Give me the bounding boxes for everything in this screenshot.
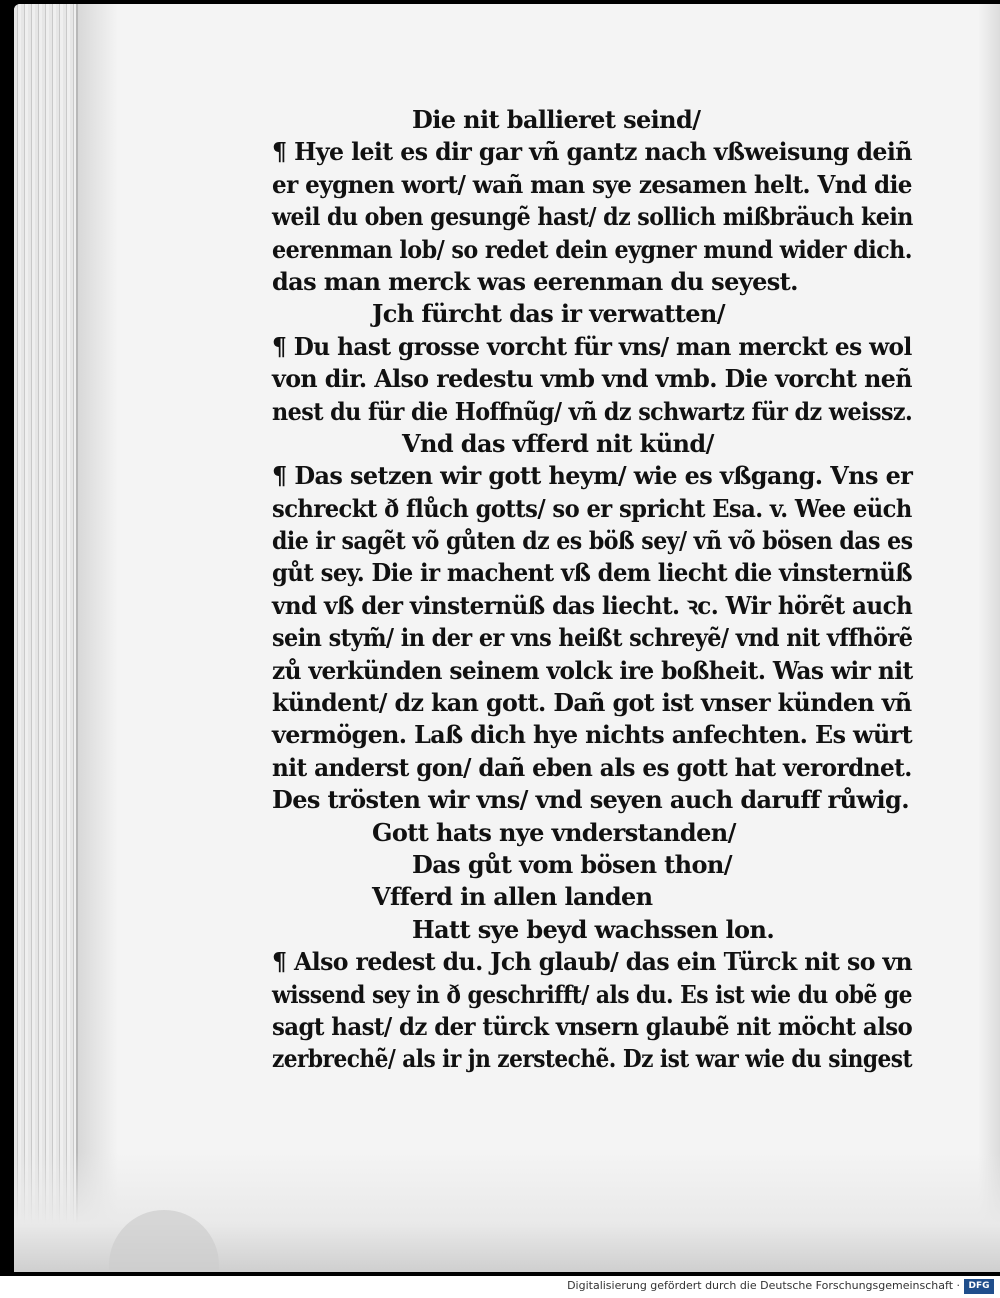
funding-credit: Digitalisierung gefördert durch die Deutsche Forschungsgemeinschaft · bbox=[567, 1279, 960, 1292]
text-line: wissend sey in ð geschrifft/ als du. Es ist wie du obẽ ge bbox=[272, 979, 912, 1009]
text-line: Vnd das vfferd nit künd/ bbox=[402, 428, 714, 458]
verse-line: Vfferd in allen landen bbox=[372, 882, 653, 912]
verse-line: Das gůt vom bösen thon/ bbox=[412, 849, 732, 879]
text-line: Die nit ballieret seind/ bbox=[412, 105, 701, 134]
text-line: eerenman lob/ so redet dein eygner mund wider dich. bbox=[272, 234, 912, 264]
text-line: Jch fürcht das ir verwatten/ bbox=[372, 299, 725, 329]
verse-line: Gott hats nye vnderstanden/ bbox=[372, 817, 736, 847]
text-line: ¶ Du hast grosse vorcht für vns/ man merckt es wol bbox=[272, 331, 912, 361]
text-line: er eygnen wort/ wañ man sye zesamen helt. Vnd die bbox=[272, 169, 912, 199]
text-line: vnd vß der vinsternüß das liecht. ꝛc. Wir hörẽt auch bbox=[272, 590, 913, 620]
gutter-shadow bbox=[78, 4, 118, 1272]
page-right-edge bbox=[978, 4, 1000, 1272]
text-line: sein stym̃/ in der er vns heißt schreyẽ/ vnd nit vffhörẽ bbox=[272, 623, 913, 653]
text-line: zerbrechẽ/ als ir jn zerstechẽ. Dz ist war wie du singest bbox=[272, 1044, 912, 1074]
text-line: zů verkünden seinem volck ire boßheit. Was wir nit bbox=[272, 655, 913, 685]
text-line: kündent/ dz kan gott. Dañ got ist vnser künden vñ bbox=[272, 688, 912, 718]
text-line: weil du oben gesungẽ hast/ dz sollich mißbräuch kein bbox=[272, 202, 913, 232]
text-line: das man merck was eerenman du seyest. bbox=[272, 266, 798, 296]
text-line: von dir. Also redestu vmb vnd vmb. Die vorcht neñ bbox=[272, 364, 912, 394]
verse-line: Hatt sye beyd wachssen lon. bbox=[412, 914, 775, 944]
text-line: sagt hast/ dz der türck vnsern glaubẽ nit möcht also bbox=[272, 1011, 913, 1041]
text-line: gůt sey. Die ir machent vß dem liecht die vinsternüß bbox=[272, 558, 912, 588]
book-edge bbox=[14, 4, 78, 1272]
text-line: nit anderst gon/ dañ eben als es gott hat verordnet. bbox=[272, 752, 912, 782]
text-line: schreckt ð flůch gotts/ so er spricht Esa. v. Wee eüch bbox=[272, 493, 912, 523]
text-line: die ir sagẽt võ gůten dz es böß sey/ vñ võ bösen das es bbox=[272, 526, 913, 556]
footer-strip bbox=[0, 1276, 1000, 1298]
text-line: vermögen. Laß dich hye nichts anfechten. Es würt bbox=[272, 720, 912, 750]
text-line: ¶ Das setzen wir gott heym/ wie es vßgang. Vns er bbox=[272, 461, 913, 491]
dfg-logo[interactable]: DFG bbox=[964, 1279, 994, 1294]
text-line: nest du für die Hoffnũg/ vñ dz schwartz für dz weissz. bbox=[272, 396, 913, 426]
text-line: Des trösten wir vns/ vnd seyen auch daruff růwig. bbox=[272, 785, 909, 815]
text-line: ¶ Hye leit es dir gar vñ gantz nach vßweisung deiñ bbox=[272, 137, 912, 167]
text-block bbox=[272, 104, 912, 1076]
text-line: ¶ Also redest du. Jch glaub/ das ein Türck nit so vn bbox=[272, 947, 913, 977]
book-page bbox=[14, 4, 1000, 1272]
